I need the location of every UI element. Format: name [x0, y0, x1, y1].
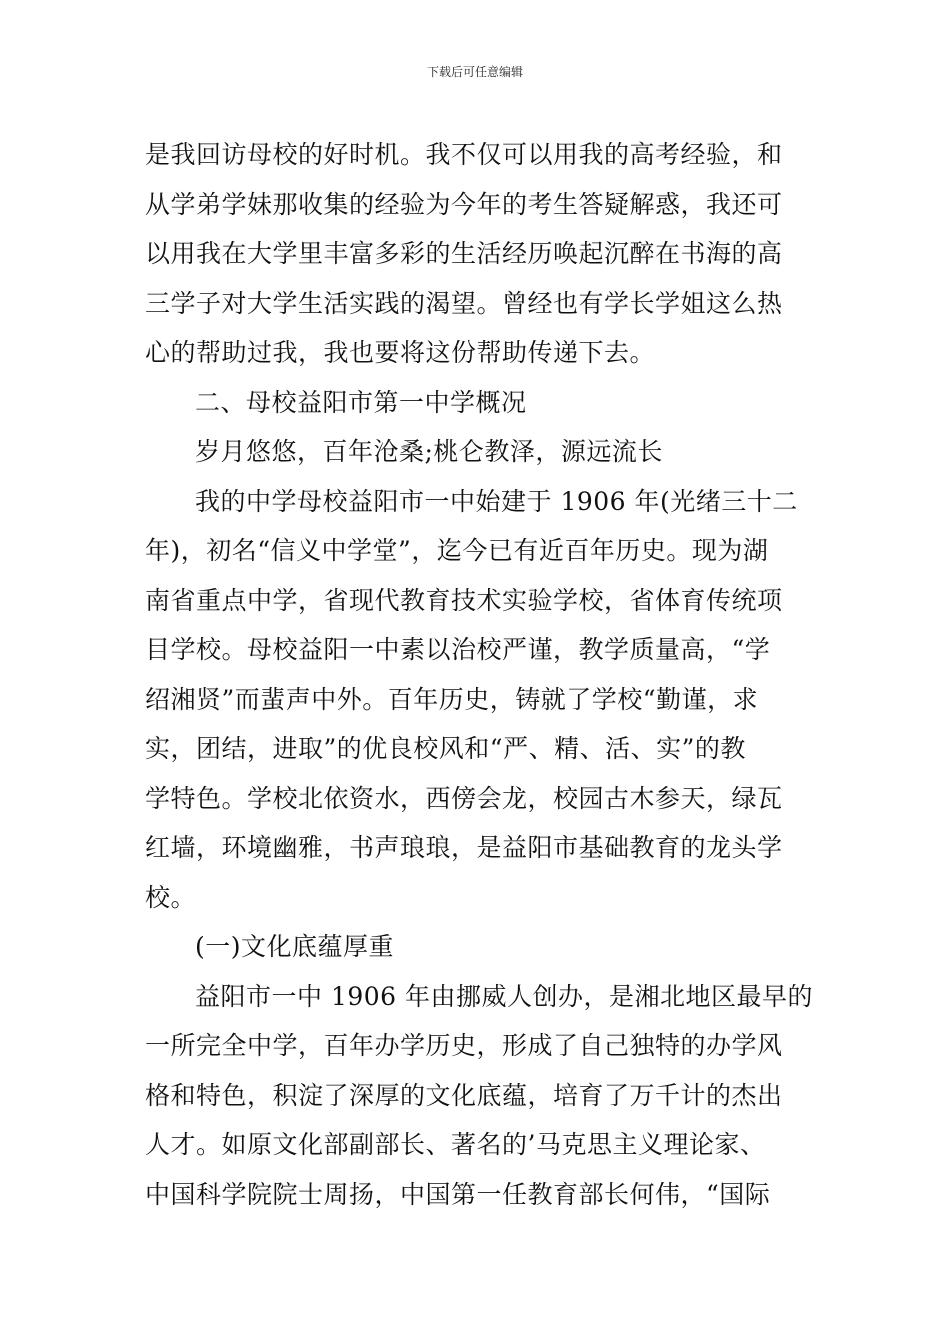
subsection-heading: (一)文化底蕴厚重 — [195, 932, 395, 961]
text-line: 从学弟学妹那收集的经验为今年的考生答疑解惑，我还可 — [145, 189, 783, 219]
text-line: 目学校。母校益阳一中素以治校严谨，教学质量高，“学 — [145, 635, 771, 664]
text-line: 年)，初名“信义中学堂”，迄今已有近百年历史。现为湖 — [145, 536, 769, 565]
text-line: 校。 — [145, 882, 197, 912]
text-line: 三学子对大学生活实践的渴望。曾经也有学长学姐这么热 — [145, 288, 783, 318]
text-line: 岁月悠悠，百年沧桑;桃仑教泽，源远流长 — [195, 437, 663, 466]
text-line: 格和特色，积淀了深厚的文化底蕴，培育了万千计的杰出 — [145, 1080, 783, 1110]
document-body — [145, 130, 814, 1219]
text-line: 绍湘贤”而蜚声中外。百年历史，铸就了学校“勤谨，求 — [145, 684, 759, 714]
text-line: 红墙，环境幽雅，书声琅琅，是益阳市基础教育的龙头学 — [145, 833, 783, 862]
page-header: 下载后可任意编辑 — [426, 65, 523, 79]
text-line: 我的中学母校益阳市一中始建于 1906 年(光绪三十二 — [195, 486, 798, 516]
text-line: 人才。如原文化部副部长、著名的’马克思主义理论家、 — [145, 1130, 766, 1159]
text-line: 一所完全中学，百年办学历史，形成了自己独特的办学风 — [145, 1031, 783, 1060]
section-heading: 二、母校益阳市第一中学概况 — [195, 387, 527, 417]
text-line: 南省重点中学，省现代教育技术实验学校，省体育传统项 — [145, 585, 783, 615]
text-line: 以用我在大学里丰富多彩的生活经历唤起沉醉在书海的高 — [145, 239, 783, 268]
text-line: 中国科学院院士周扬，中国第一任教育部长何伟，“国际 — [145, 1179, 771, 1209]
text-line: 益阳市一中 1906 年由挪威人创办，是湘北地区最早的 — [195, 981, 814, 1011]
text-line: 是我回访母校的好时机。我不仅可以用我的高考经验，和 — [145, 140, 783, 169]
text-line: 心的帮助过我，我也要将这份帮助传递下去。 — [145, 338, 656, 367]
text-line: 学特色。学校北依资水，西傍会龙，校园古木参天，绿瓦 — [145, 783, 783, 813]
text-line: 实，团结，进取”的优良校风和“严、精、活、实”的教 — [145, 734, 746, 763]
